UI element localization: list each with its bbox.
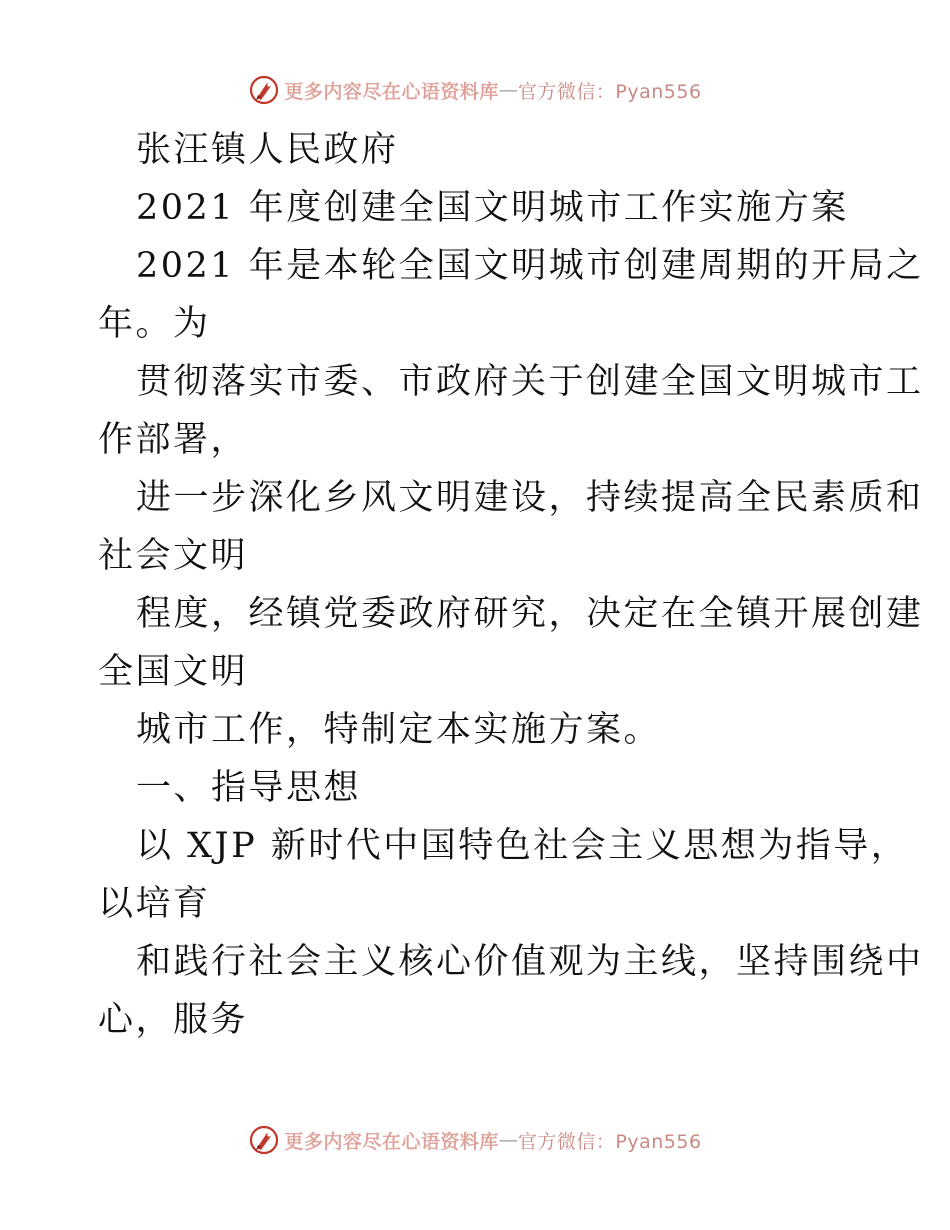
paragraph-line: 全国文明 [98, 652, 249, 692]
paragraph-line: 城市工作，特制定本实施方案。 [136, 710, 662, 750]
watermark-separator: — [498, 1129, 518, 1151]
paragraph-line: 和践行社会主义核心价值观为主线，坚持围绕中 [136, 942, 924, 982]
header-watermark-banner [0, 70, 950, 110]
watermark-main-text: 更多内容尽在心语资料库 [284, 1130, 499, 1153]
paragraph-line: 年。为 [98, 304, 211, 344]
document-body [98, 121, 924, 1049]
watermark-contact-text: 官方微信：Pyan556 [517, 80, 702, 103]
paragraph-line: 2021 年是本轮全国文明城市创建周期的开局之 [136, 246, 924, 286]
watermark-contact-text: 官方微信：Pyan556 [517, 1130, 702, 1153]
paragraph-line: 社会文明 [98, 536, 249, 576]
paragraph-line: 程度，经镇党委政府研究，决定在全镇开展创建 [136, 594, 924, 634]
paragraph-line: 作部署， [98, 420, 249, 460]
footer-watermark-banner [0, 1120, 950, 1160]
pen-nib-logo-icon [248, 1124, 280, 1156]
document-author: 张汪镇人民政府 [136, 130, 399, 170]
paragraph-line: 贯彻落实市委、市政府关于创建全国文明城市工 [136, 362, 924, 402]
watermark-separator: — [498, 79, 518, 101]
paragraph-line: 心，服务 [98, 1000, 249, 1040]
document-title: 2021 年度创建全国文明城市工作实施方案 [136, 188, 849, 228]
section-heading: 一、指导思想 [136, 768, 362, 808]
pen-nib-logo-icon [248, 74, 280, 106]
watermark-main-text: 更多内容尽在心语资料库 [284, 80, 499, 103]
paragraph-line: 进一步深化乡风文明建设，持续提高全民素质和 [136, 478, 924, 518]
paragraph-line: 以 XJP 新时代中国特色社会主义思想为指导， [136, 826, 909, 866]
paragraph-line: 以培育 [98, 884, 211, 924]
